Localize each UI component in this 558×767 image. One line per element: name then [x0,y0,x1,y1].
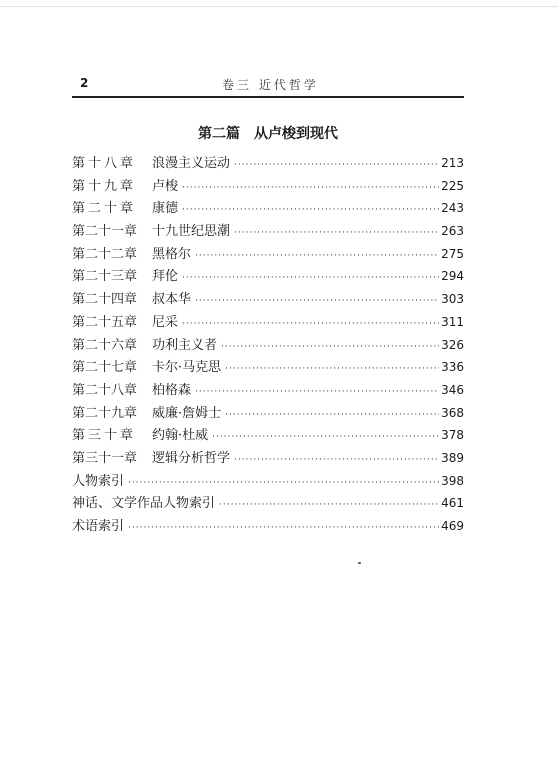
dot-leader [234,154,439,177]
dot-leader [219,494,439,517]
chapter-title: 柏格森 [152,382,192,398]
dot-leader [195,290,439,313]
chapter-title: 威廉·詹姆士 [152,405,222,421]
chapter-title: 拜伦 [152,269,179,285]
chapter-label: 第三十一章 [72,450,138,466]
chapter-title: 十九世纪思潮 [152,224,231,240]
toc-chapter-22[interactable] [72,243,464,266]
toc-chapter-27[interactable] [72,356,464,379]
toc-chapter-30[interactable] [72,424,464,447]
chapter-page: 275 [441,246,464,261]
chapter-label: 第二十六章 [72,337,138,353]
chapter-title: 康德 [152,201,179,217]
chapter-label: 第二十七章 [72,360,138,376]
chapter-page: 346 [441,382,464,397]
page-header [72,76,464,94]
toc-chapter-28[interactable] [72,379,464,402]
toc-chapter-23[interactable] [72,265,464,288]
toc-chapter-26[interactable] [72,334,464,357]
chapter-page: 263 [441,224,464,239]
chapter-label: 第三十章 [72,428,137,444]
dot-leader [225,404,439,427]
chapter-page: 326 [441,337,464,352]
chapter-page: 294 [441,269,464,284]
chapter-page: 336 [441,360,464,375]
dot-leader [182,177,439,200]
dot-leader [225,358,439,381]
chapter-label: 第二十九章 [72,405,138,421]
chapter-label: 第二十一章 [72,224,138,240]
toc-chapter-20[interactable] [72,197,464,220]
dot-leader [195,381,439,404]
dot-leader [128,517,439,540]
chapter-page: 225 [441,178,464,193]
scan-speck [358,562,361,564]
chapter-title: 叔本华 [152,292,192,308]
chapter-page: 311 [441,314,464,329]
chapter-label: 第十八章 [72,156,137,171]
dot-leader [234,449,439,472]
running-title: 卷三 近代哲学 [222,78,319,92]
chapter-page: 303 [441,292,464,307]
index-title: 术语索引 [72,519,125,534]
chapter-page: 368 [441,405,464,420]
table-of-contents [72,152,464,538]
index-title: 神话、文学作品人物索引 [72,496,216,512]
dot-leader [221,336,439,359]
toc-index-persons[interactable] [72,470,464,493]
chapter-label: 第二十四章 [72,292,138,308]
toc-chapter-25[interactable] [72,311,464,334]
index-page: 461 [441,496,464,511]
chapter-page: 213 [441,156,464,170]
index-title: 人物索引 [72,473,125,489]
part-title: 第二篇 从卢梭到现代 [198,126,338,142]
index-page: 398 [441,473,464,488]
dot-leader [212,426,439,449]
toc-index-myth-literature[interactable] [72,492,464,515]
chapter-title: 黑格尔 [152,246,192,262]
index-page: 469 [441,519,464,533]
chapter-label: 第二十三章 [72,269,138,285]
chapter-title: 尼采 [152,314,179,330]
toc-index-terms[interactable] [72,515,464,538]
chapter-label: 第二十二章 [72,246,138,262]
toc-chapter-21[interactable] [72,220,464,243]
chapter-label: 第二十章 [72,201,137,217]
dot-leader [182,313,439,336]
chapter-label: 第十九章 [72,178,137,194]
chapter-title: 功利主义者 [152,337,218,353]
toc-chapter-18[interactable] [72,152,464,175]
header-rule [72,96,464,98]
dot-leader [182,267,439,290]
chapter-label: 第二十五章 [72,314,138,330]
toc-chapter-31[interactable] [72,447,464,470]
toc-chapter-24[interactable] [72,288,464,311]
page-number: 2 [80,76,89,90]
toc-chapter-19[interactable] [72,175,464,198]
chapter-title: 逻辑分析哲学 [152,450,231,466]
chapter-title: 浪漫主义运动 [152,156,231,171]
page-top-edge [0,6,558,7]
toc-chapter-29[interactable] [72,402,464,425]
chapter-label: 第二十八章 [72,382,138,398]
chapter-page: 389 [441,450,464,465]
dot-leader [195,245,439,268]
dot-leader [128,472,439,495]
chapter-title: 卡尔·马克思 [152,360,222,376]
chapter-title: 约翰·杜威 [152,428,209,444]
dot-leader [182,199,439,222]
dot-leader [234,222,439,245]
chapter-page: 243 [441,201,464,216]
chapter-title: 卢梭 [152,178,179,194]
chapter-page: 378 [441,428,464,443]
